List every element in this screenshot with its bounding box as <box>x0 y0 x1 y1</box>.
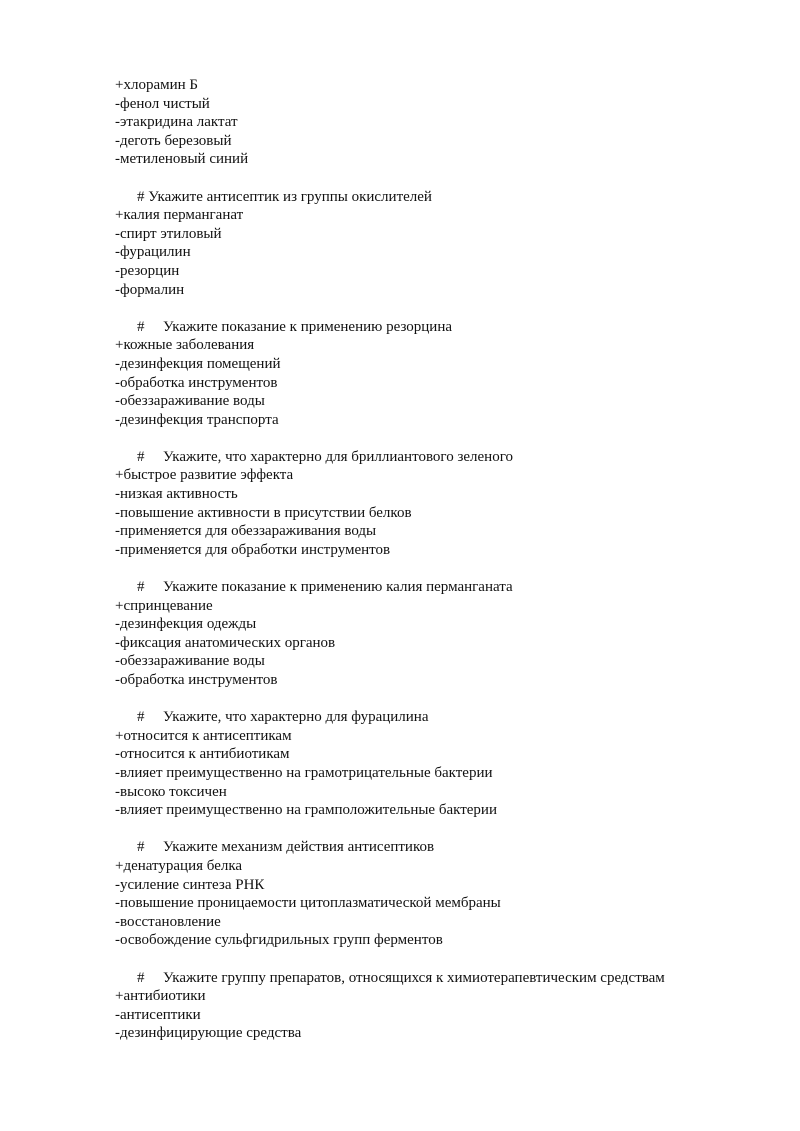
correct-answer: +кожные заболевания <box>115 337 255 354</box>
question-marker: # <box>137 579 145 596</box>
answer-option: -усиление синтеза РНК <box>115 876 265 893</box>
question-marker: # <box>137 448 145 465</box>
answer-option: -дезинфекция помещений <box>115 355 281 372</box>
question-block <box>115 448 775 560</box>
answer-option: -дезинфекция одежды <box>115 616 257 633</box>
answer-option: -обработка инструментов <box>115 672 278 688</box>
question-block <box>115 578 775 690</box>
answer-option: -фенол чистый <box>115 95 210 112</box>
answer-option: -низкая активность <box>115 486 238 503</box>
answer-option: -обеззараживание воды <box>115 653 265 670</box>
question-block <box>115 708 775 820</box>
answer-option: -обработка инструментов <box>115 374 278 391</box>
question-text: Укажите антисептик из группы окислителей <box>148 188 432 205</box>
question-line <box>115 578 775 597</box>
answer-option: -восстановление <box>115 913 221 930</box>
answer-option: -влияет преимущественно на грамотрицательные бактерии <box>115 764 493 781</box>
correct-answer: +хлорамин Б <box>115 77 199 93</box>
document-content <box>115 76 775 1043</box>
answer-option: -спирт этиловый <box>115 225 222 242</box>
answer-option: -повышение проницаемости цитоплазматической мембраны <box>115 895 501 912</box>
question-block <box>115 838 775 950</box>
question-marker: # <box>137 709 145 726</box>
question-line <box>115 838 775 857</box>
correct-answer: +денатурация белка <box>115 857 243 874</box>
answer-option: -обеззараживание воды <box>115 393 265 410</box>
answer-option: -фиксация анатомических органов <box>115 634 336 651</box>
answer-option: -дезинфицирующие средства <box>115 1025 302 1042</box>
question-line <box>115 708 775 727</box>
correct-answer: +относится к антисептикам <box>115 727 292 744</box>
answer-option: -этакридина лактат <box>115 114 238 131</box>
question-block <box>115 318 775 430</box>
answer-option: -антисептики <box>115 1006 201 1023</box>
answer-option: -освобождение сульфгидрильных групп ферментов <box>115 932 443 949</box>
answer-option: -применяется для обработки инструментов <box>115 541 391 558</box>
correct-answer: +быстрое развитие эффекта <box>115 467 294 484</box>
answer-option: -дезинфекция транспорта <box>115 411 279 428</box>
question-line <box>115 318 775 337</box>
question-text: Укажите показание к применению резорцина <box>163 318 453 335</box>
correct-answer: +антибиотики <box>115 988 206 1005</box>
question-line <box>115 969 775 988</box>
question-block <box>115 76 775 169</box>
question-text: Укажите, что характерно для бриллиантового зеленого <box>163 448 513 465</box>
question-line <box>115 448 775 467</box>
question-line <box>115 188 775 207</box>
correct-answer: +калия перманганат <box>115 207 244 224</box>
question-marker: # <box>137 188 145 205</box>
answer-option: -относится к антибиотикам <box>115 746 290 763</box>
answer-option: -высоко токсичен <box>115 783 227 800</box>
answer-option: -влияет преимущественно на грамположительные бактерии <box>115 802 497 819</box>
question-text: Укажите группу препаратов, относящихся к химиотерапевтическим средствам <box>163 969 665 986</box>
answer-option: -резорцин <box>115 262 180 279</box>
answer-option: -применяется для обеззараживания воды <box>115 523 377 540</box>
question-marker: # <box>137 318 145 335</box>
answer-option: -метиленовый синий <box>115 151 249 168</box>
answer-option: -деготь березовый <box>115 132 232 149</box>
answer-option: -формалин <box>115 281 185 298</box>
answer-option: -фурацилин <box>115 244 191 261</box>
question-marker: # <box>137 969 145 986</box>
question-text: Укажите, что характерно для фурацилина <box>163 709 429 726</box>
question-marker: # <box>137 839 145 856</box>
question-text: Укажите механизм действия антисептиков <box>163 839 435 856</box>
question-text: Укажите показание к применению калия перманганата <box>163 579 513 596</box>
question-block <box>115 969 775 1043</box>
question-block <box>115 188 775 300</box>
answer-option: -повышение активности в присутствии белков <box>115 504 412 521</box>
correct-answer: +спринцевание <box>115 597 213 614</box>
